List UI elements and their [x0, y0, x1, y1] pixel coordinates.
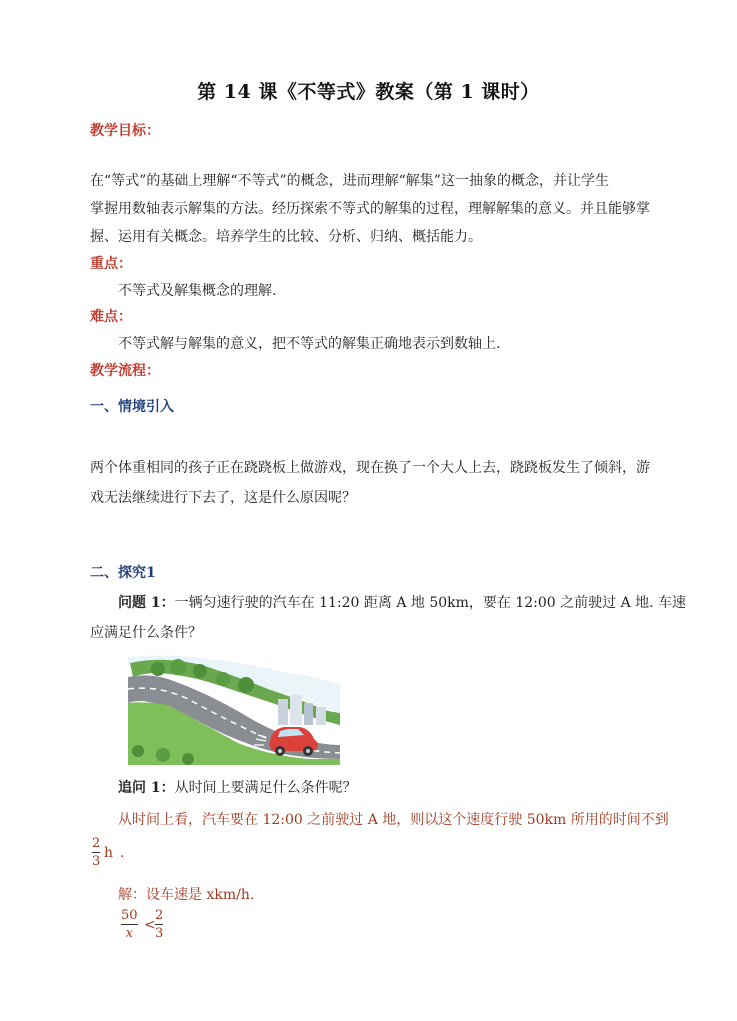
objectives-line-1: 在“等式”的基础上理解“不等式”的概念，进而理解“解集”这一抽象的概念，并让学生 — [90, 173, 609, 189]
followup-1-text: 从时间上要满足什么条件呢？ — [174, 780, 357, 796]
difficulty-heading: 难点： — [90, 309, 132, 325]
question-1-text: 一辆匀速行驶的汽车在 11:20 距离 A 地 50km，要在 12:00 之前驶过 A 地. 车速 — [174, 595, 687, 611]
answer-end: . — [120, 845, 125, 861]
answer-fraction-denominator: 3 — [92, 854, 101, 869]
answer-line-1: 从时间上看，汽车要在 12:00 之前驶过 A 地，则以这个速度行驶 50km 所用的时间不到 — [118, 812, 669, 828]
section1-line-1: 两个体重相同的孩子正在跷跷板上做游戏，现在换了一个大人上去，跷跷板发生了倾斜，游 — [90, 460, 650, 476]
inequality-left-fraction — [121, 908, 138, 941]
section1-heading: 一、情境引入 — [90, 399, 174, 415]
inequality-left-denominator: x — [125, 926, 133, 941]
objectives-line-2: 掌握用数轴表示解集的方法。经历探索不等式的解集的过程，理解解集的意义。并且能够掌 — [90, 201, 650, 217]
solution-text: 解：设车速是 xkm/h. — [118, 887, 255, 903]
followup-1 — [118, 777, 357, 797]
question-1 — [118, 592, 686, 612]
section2-heading: 二、探究1 — [90, 565, 156, 581]
inequality-right-fraction — [155, 908, 163, 941]
objectives-heading: 教学目标： — [90, 123, 160, 139]
inequality-operator: < — [144, 917, 156, 933]
answer-fraction-numerator: 2 — [92, 836, 101, 851]
question-1-label: 问题 1： — [118, 595, 175, 611]
road-car-illustration — [128, 655, 340, 765]
inequality-left-numerator: 50 — [121, 908, 138, 923]
question-1-line-2: 应满足什么条件？ — [90, 625, 202, 641]
followup-1-label: 追问 1： — [118, 780, 175, 796]
inequality-right-denominator: 3 — [155, 926, 164, 941]
key-point-text: 不等式及解集概念的理解. — [118, 283, 277, 299]
process-heading: 教学流程： — [90, 363, 160, 379]
objectives-line-3: 握、运用有关概念。培养学生的比较、分析、归纳、概括能力。 — [90, 229, 482, 245]
difficulty-text: 不等式解与解集的意义，把不等式的解集正确地表示到数轴上. — [118, 336, 501, 352]
page-title: 第 14 课《不等式》教案（第 1 课时） — [197, 81, 540, 103]
answer-fraction — [92, 836, 100, 869]
answer-unit: h — [104, 845, 114, 861]
key-point-heading: 重点： — [90, 256, 132, 272]
section1-line-2: 戏无法继续进行下去了，这是什么原因呢？ — [90, 490, 356, 506]
inequality-right-numerator: 2 — [155, 908, 164, 923]
